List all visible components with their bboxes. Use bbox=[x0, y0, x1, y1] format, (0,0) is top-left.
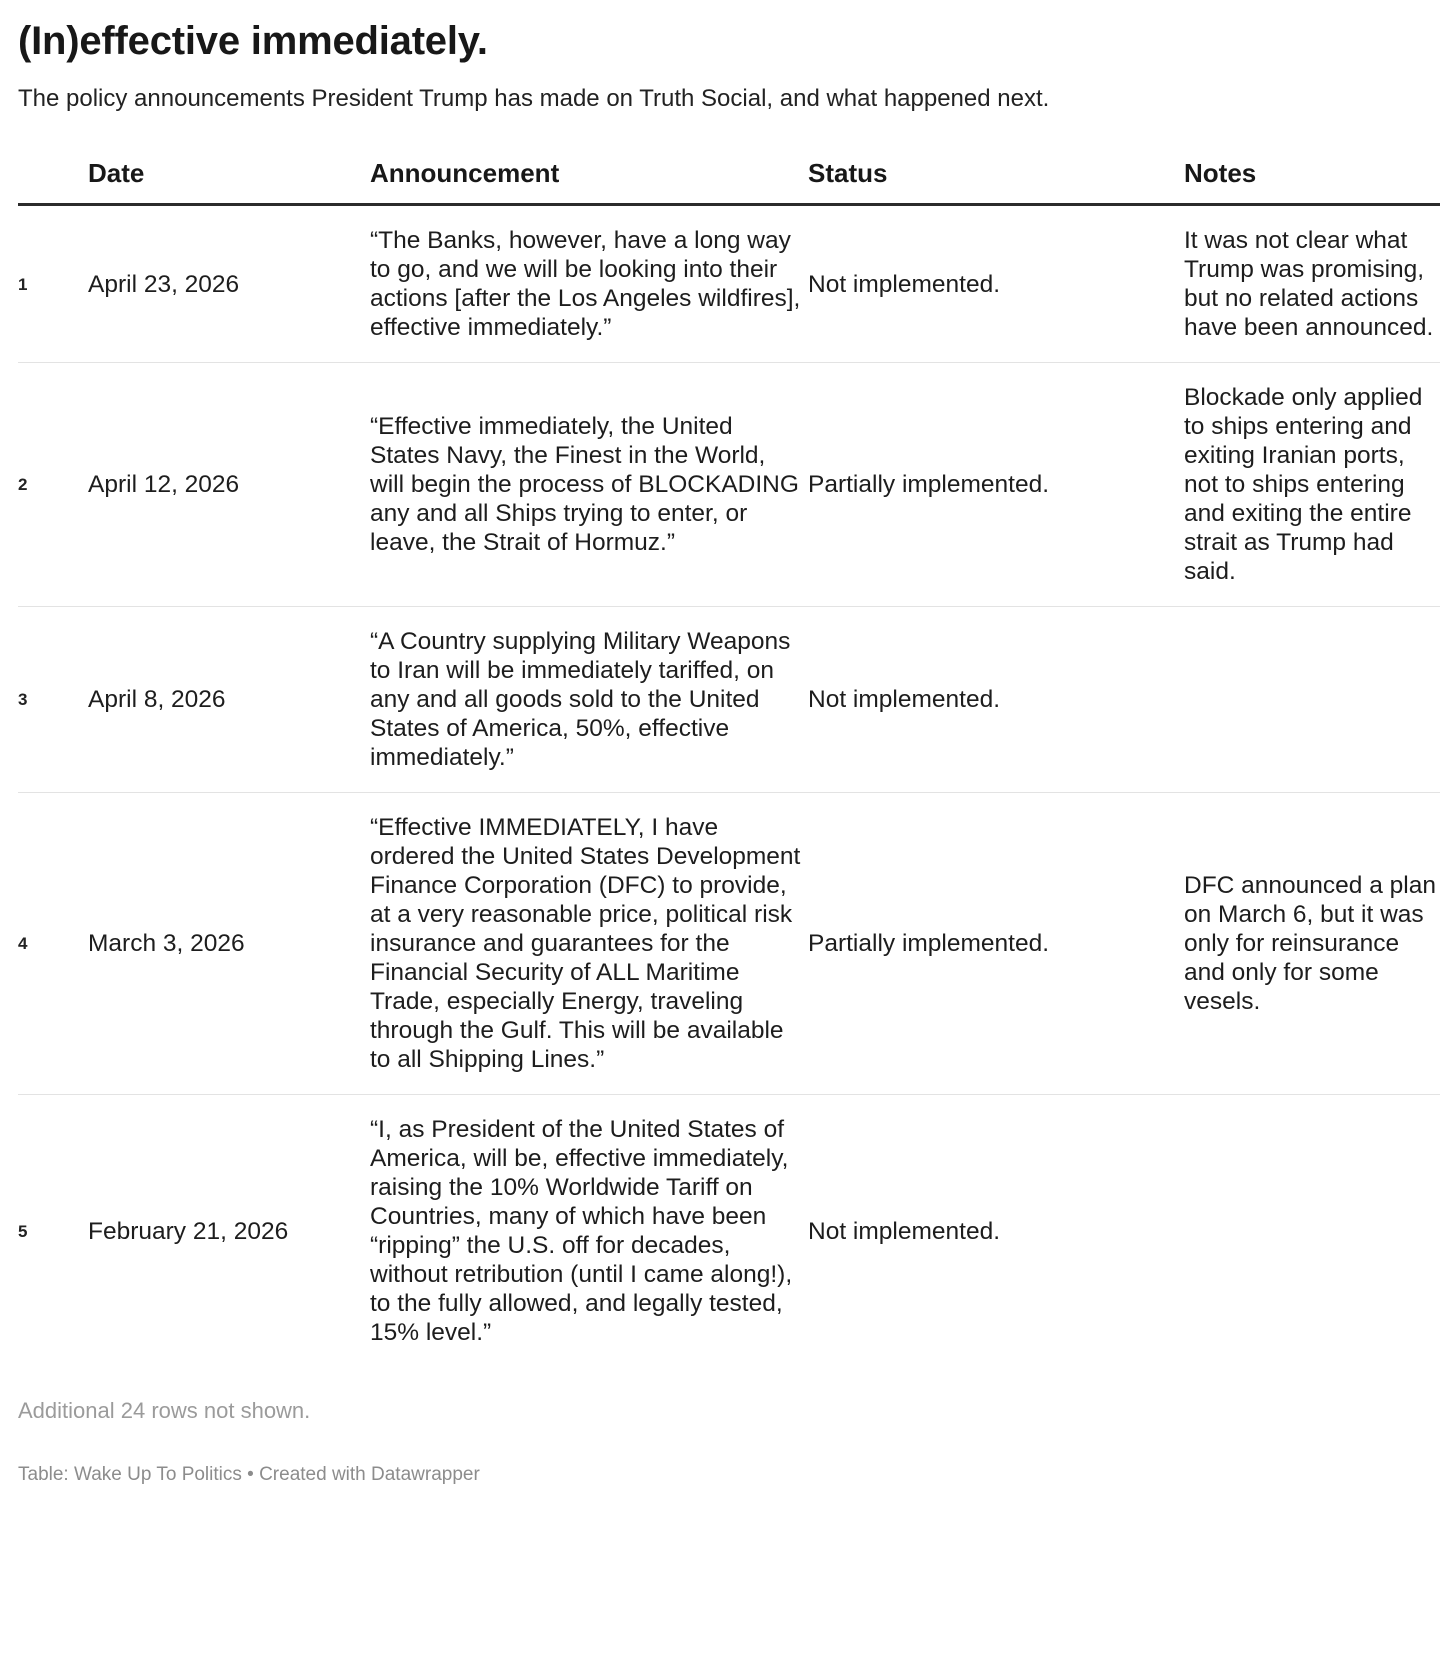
cell-announcement: “The Banks, however, have a long way to go, and we will be looking into their actions [after the Los Angeles wildfires], effective immediately.” bbox=[370, 205, 808, 363]
table-row bbox=[18, 205, 1440, 363]
table-header-row bbox=[18, 158, 1440, 205]
cell-index: 2 bbox=[18, 363, 88, 607]
table-row bbox=[18, 607, 1440, 793]
cell-notes: Blockade only applied to ships entering and exiting Iranian ports, not to ships entering and exiting the entire strait as Trump had said. bbox=[1184, 363, 1440, 607]
cell-index: 3 bbox=[18, 607, 88, 793]
chart-subtitle: The policy announcements President Trump has made on Truth Social, and what happened next. bbox=[18, 85, 1050, 112]
cell-announcement: “Effective IMMEDIATELY, I have ordered the United States Development Finance Corporation (DFC) to provide, at a very reasonable price, political risk insurance and guarantees for the Financial Security of ALL Maritime Trade, especially Energy, traveling through the Gulf. This will be available to all Shipping Lines.” bbox=[370, 793, 808, 1095]
cell-status: Partially implemented. bbox=[808, 363, 1184, 607]
cell-index: 1 bbox=[18, 205, 88, 363]
cell-date: February 21, 2026 bbox=[88, 1217, 289, 1245]
header-announcement[interactable]: Announcement bbox=[370, 158, 808, 205]
header-status[interactable]: Status bbox=[808, 158, 1184, 205]
cell-date: March 3, 2026 bbox=[88, 793, 370, 1095]
header-index[interactable] bbox=[18, 158, 88, 205]
rows-not-shown-note: Additional 24 rows not shown. bbox=[18, 1398, 311, 1423]
cell-date: April 23, 2026 bbox=[88, 205, 370, 363]
header-date[interactable]: Date bbox=[88, 158, 370, 205]
data-table bbox=[18, 158, 1440, 1367]
header-notes[interactable]: Notes bbox=[1184, 158, 1440, 205]
cell-notes: DFC announced a plan on March 6, but it was only for reinsurance and only for some vesels. bbox=[1184, 793, 1440, 1095]
chart-title: (In)effective immediately. bbox=[18, 19, 488, 63]
table-row bbox=[18, 363, 1440, 607]
table-row bbox=[18, 793, 1440, 1095]
cell-announcement: “I, as President of the United States of America, will be, effective immediately, raising the 10% Worldwide Tariff on Countries, many of which have been “ripping” the U.S. off for decades, without retribution (until I came along!), to the fully allowed, and legally tested, 15% level.” bbox=[370, 1116, 793, 1346]
cell-status: Partially implemented. bbox=[808, 793, 1184, 1095]
cell-status: Not implemented. bbox=[808, 205, 1184, 363]
cell-notes bbox=[1184, 607, 1440, 793]
cell-status: Not implemented. bbox=[808, 1217, 1001, 1245]
cell-index: 5 bbox=[18, 1221, 28, 1241]
cell-notes: It was not clear what Trump was promising, but no related actions have been announced. bbox=[1184, 205, 1440, 363]
table-row bbox=[18, 1095, 1440, 1368]
cell-status: Not implemented. bbox=[808, 607, 1184, 793]
cell-index: 4 bbox=[18, 793, 88, 1095]
source-credit: Table: Wake Up To Politics • Created with Datawrapper bbox=[18, 1464, 480, 1485]
cell-announcement: “A Country supplying Military Weapons to Iran will be immediately tariffed, on any and all goods sold to the United States of America, 50%, effective immediately.” bbox=[370, 607, 808, 793]
cell-date: April 12, 2026 bbox=[88, 363, 370, 607]
cell-announcement: “Effective immediately, the United States Navy, the Finest in the World, will begin the process of BLOCKADING any and all Ships trying to enter, or leave, the Strait of Hormuz.” bbox=[370, 363, 808, 607]
chart-container bbox=[18, 18, 1440, 1487]
cell-date: April 8, 2026 bbox=[88, 607, 370, 793]
cell-notes bbox=[1184, 1095, 1440, 1368]
